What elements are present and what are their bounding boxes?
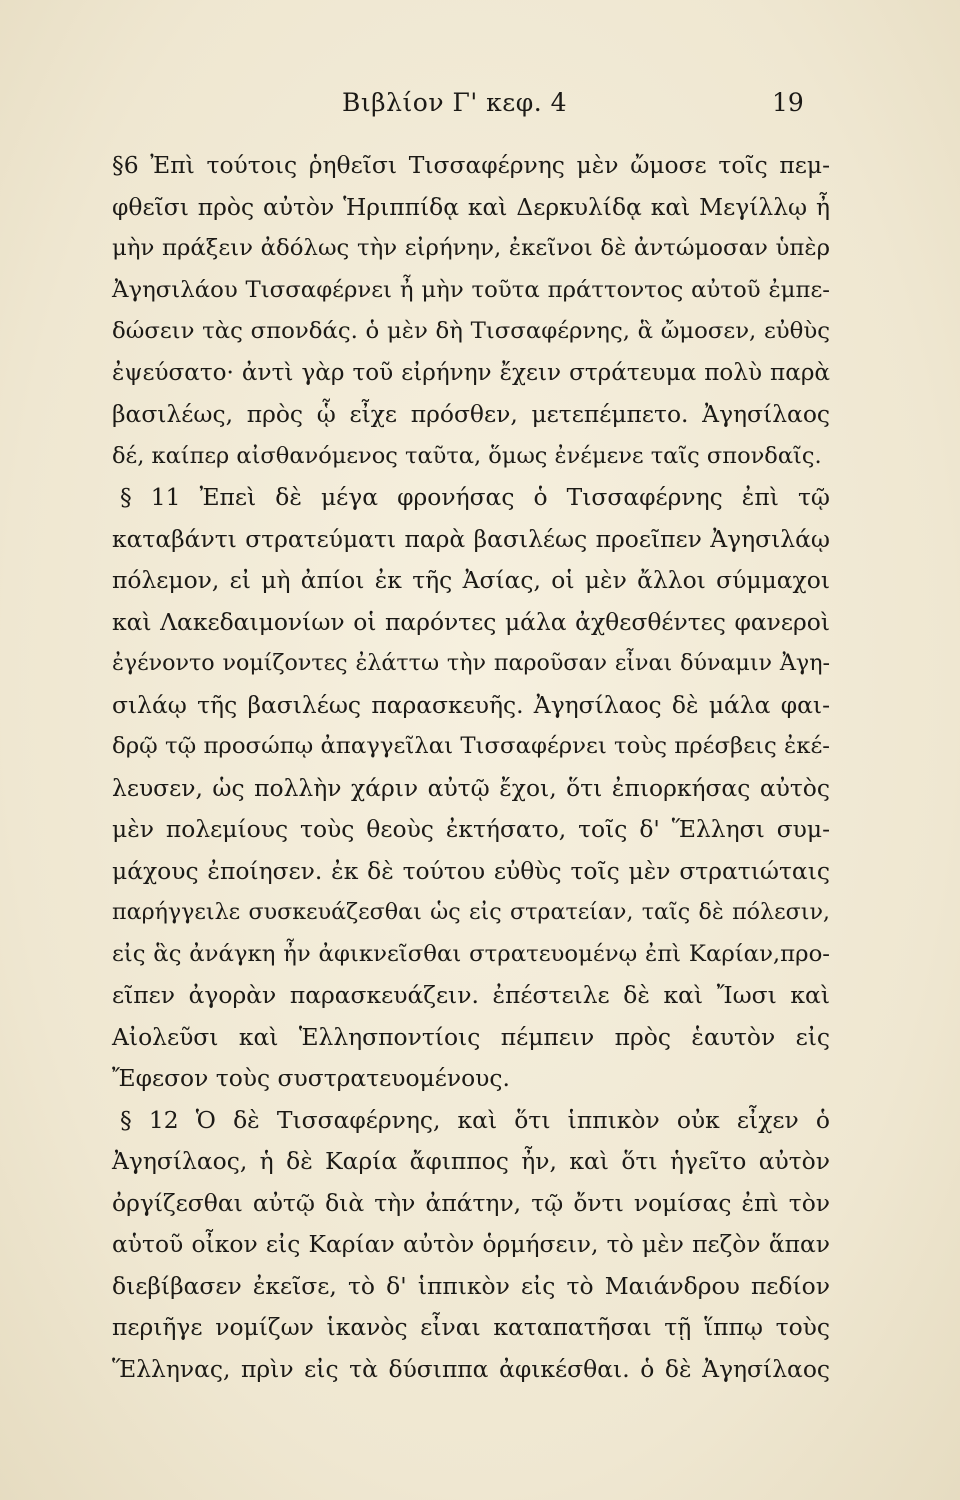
text-line: καὶ Λακεδαιμονίων οἱ παρόντες μάλα ἀχθεσθέντες φανεροὶ — [112, 607, 830, 636]
text-line: εἰς ἃς ἀνάγκη ἦν ἀφικνεῖσθαι στρατευομένῳ ἐπὶ Καρίαν,προ- — [112, 940, 830, 967]
text-line: λευσεν, ὡς πολλὴν χάριν αὐτῷ ἔχοι, ὅτι ἐπιορκήσας αὐτὸς — [112, 773, 830, 802]
text-line: § 11 Ἐπεὶ δὲ μέγα φρονήσας ὁ Τισσαφέρνης ἐπὶ τῷ — [120, 483, 830, 511]
text-line: Ἀγησιλάου Τισσαφέρνει ἦ μὴν τοῦτα πράττοντος αὐτοῦ ἐμπε- — [112, 276, 830, 303]
text-line: Αἰολεῦσι καὶ Ἑλλησποντίοις πέμπειν πρὸς ἑαυτὸν εἰς — [112, 1022, 830, 1051]
text-line: περιῆγε νομίζων ἱκανὸς εἶναι καταπατῆσαι τῇ ἵππῳ τοὺς — [112, 1313, 830, 1341]
running-head — [0, 88, 960, 128]
text-line: ἐψεύσατο· ἀντὶ γὰρ τοῦ εἰρήνην ἔχειν στράτευμα πολὺ παρὰ — [112, 359, 830, 386]
text-line: ὀργίζεσθαι αὐτῷ διὰ τὴν ἀπάτην, τῷ ὄντι νομίσας ἐπὶ τὸν — [112, 1188, 830, 1217]
text-line: δρῷ τῷ προσώπῳ ἀπαγγεῖλαι Τισσαφέρνει τοὺς πρέσβεις ἐκέ- — [112, 733, 830, 759]
text-line: παρήγγειλε συσκευάζεσθαι ὡς εἰς στρατείαν, ταῖς δὲ πόλεσιν, — [112, 899, 830, 925]
text-line: μάχους ἐποίησεν. ἐκ δὲ τούτου εὐθὺς τοῖς μὲν στρατιώταις — [112, 856, 830, 885]
text-line: §6 Ἐπὶ τούτοις ῥηθεῖσι Τισσαφέρνης μὲν ὤμοσε τοῖς πεμ- — [112, 151, 830, 179]
running-head-title: Βιβλίον Γ' κεφ. 4 — [342, 88, 568, 117]
text-line: Ἕλληνας, πρὶν εἰς τὰ δύσιππα ἀφικέσθαι. ὁ δὲ Ἀγησίλαος — [112, 1354, 830, 1383]
text-line: Ἔφεσον τοὺς συστρατευομένους. — [112, 1064, 510, 1092]
body-text — [112, 145, 830, 1390]
text-line: § 12 Ὁ δὲ Τισσαφέρνης, καὶ ὅτι ἱππικὸν οὐκ εἶχεν ὁ — [120, 1105, 830, 1134]
text-line: μὴν πράξειν ἀδόλως τὴν εἰρήνην, ἐκεῖνοι δὲ ἀντώμοσαν ὑπὲρ — [112, 235, 830, 261]
text-line: φθεῖσι πρὸς αὐτὸν Ἡριππίδᾳ καὶ Δερκυλίδᾳ καὶ Μεγίλλῳ ἦ — [112, 192, 830, 221]
text-line: πόλεμον, εἰ μὴ ἀπίοι ἐκ τῆς Ἀσίας, οἱ μὲν ἄλλοι σύμμαχοι — [112, 566, 830, 594]
text-line: αὑτοῦ οἶκον εἰς Καρίαν αὐτὸν ὁρμήσειν, τὸ μὲν πεζὸν ἅπαν — [112, 1230, 830, 1258]
text-line: καταβάντι στρατεύματι παρὰ βασιλέως προεῖπεν Ἀγησιλάῳ — [112, 524, 830, 553]
text-line: δέ, καίπερ αἰσθανόμενος ταῦτα, ὅμως ἐνέμενε ταῖς σπονδαῖς. — [112, 442, 822, 469]
text-line: σιλάῳ τῆς βασιλέως παρασκευῆς. Ἀγησίλαος δὲ μάλα φαι- — [112, 690, 830, 719]
text-line: διεβίβασεν ἐκεῖσε, τὸ δ' ἱππικὸν εἰς τὸ Μαιάνδρου πεδίον — [112, 1271, 830, 1300]
page-number: 19 — [772, 88, 804, 117]
text-line: βασιλέως, πρὸς ᾧ εἶχε πρόσθεν, μετεπέμπετο. Ἀγησίλαος — [112, 400, 830, 428]
text-line: εῖπεν ἀγορὰν παρασκευάζειν. ἐπέστειλε δὲ καὶ Ἴωσι καὶ — [112, 981, 830, 1009]
text-line: ἐγένοντο νομίζοντες ἐλάττω τὴν παροῦσαν εἶναι δύναμιν Ἀγη- — [112, 650, 830, 676]
text-line: μὲν πολεμίους τοὺς θεοὺς ἐκτήσατο, τοῖς δ' Ἕλλησι συμ- — [112, 815, 830, 843]
text-line: Ἀγησίλαος, ἡ δὲ Καρία ἄφιππος ἦν, καὶ ὅτι ἡγεῖτο αὐτὸν — [112, 1147, 830, 1175]
text-line: δώσειν τὰς σπονδάς. ὁ μὲν δὴ Τισσαφέρνης, ἃ ὤμοσεν, εὐθὺς — [112, 318, 830, 344]
